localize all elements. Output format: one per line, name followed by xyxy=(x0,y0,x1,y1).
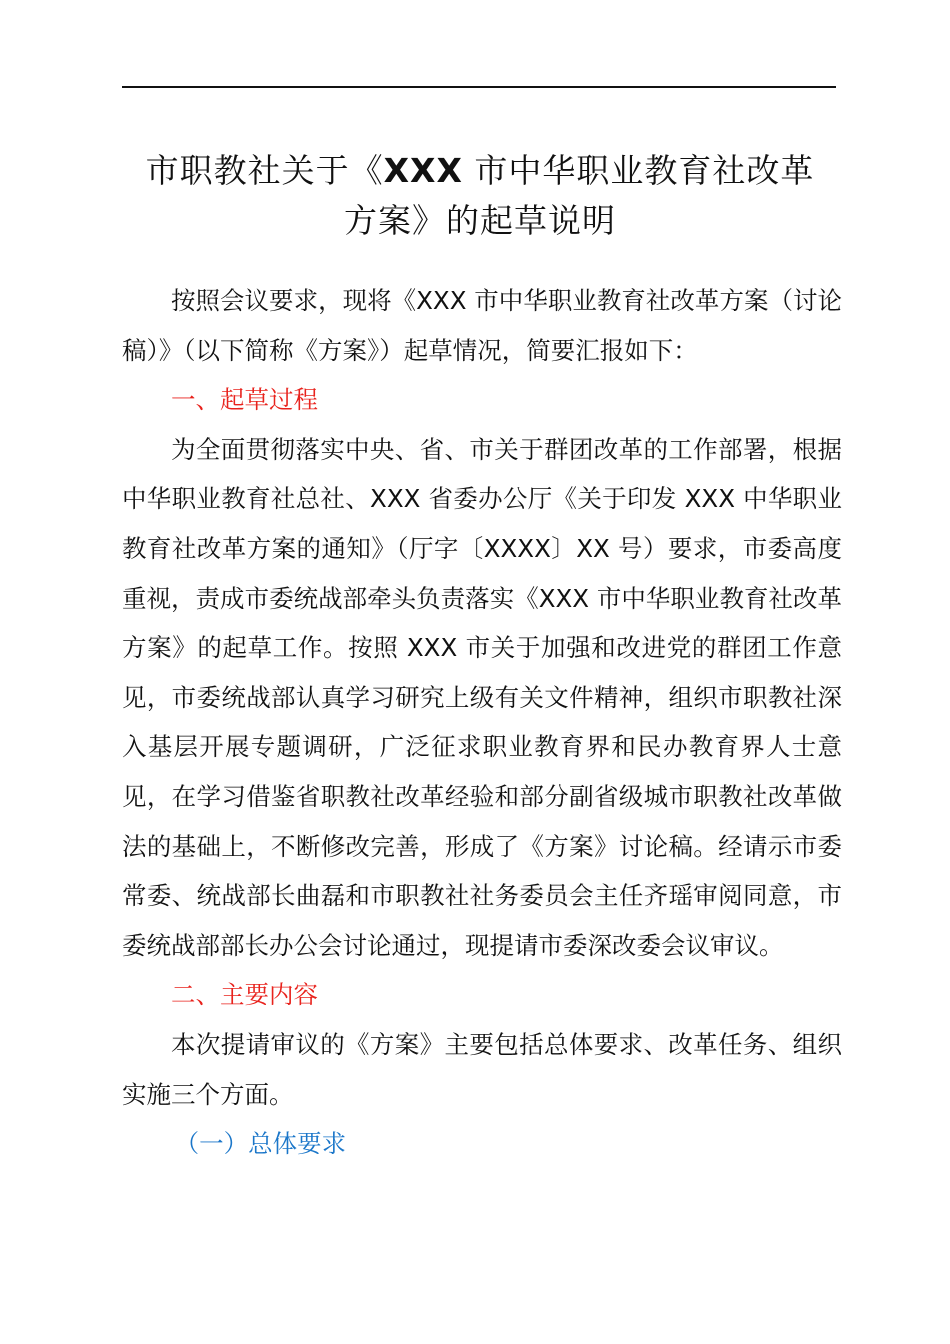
title-xxx: XXX xyxy=(383,151,463,190)
document-title xyxy=(110,146,850,246)
title-rest-line1: 市中华职业教育社改革 xyxy=(462,151,815,190)
title-prefix: 市职教社关于《 xyxy=(145,151,384,190)
intro-paragraph: 按照会议要求，现将《XXX 市中华职业教育社改革方案（讨论稿）》（以下简称《方案》）起草情况，简要汇报如下： xyxy=(122,286,842,365)
section1-paragraph: 为全面贯彻落实中央、省、市关于群团改革的工作部署，根据中华职业教育社总社、XXX 省委办公厅《关于印发 XXX 中华职业教育社改革方案的通知》（厅字〔XXXX〕XX 号）要求，市委高度重视，责成市委统战部牵头负责落实《XXX 市中华职业教育社改革方案》的起草工作。按照 XXX 市关于加强和改进党的群团工作意见，市委统战部认真学习研究上级有关文件精神，组织市职教社深入基层开展专题调研，广泛征求职业教育界和民办教育界人士意见，在学习借鉴省职教社改革经验和部分副省级城市职教社改革做法的基础上，不断修改完善，形成了《方案》讨论稿。经请示市委常委、统战部长曲磊和市职教社社务委员会主任齐瑶审阅同意，市委统战部部长办公会讨论通过，现提请市委深改委会议审议。 xyxy=(122,434,842,960)
section1-heading: 一、起草过程 xyxy=(171,385,318,415)
section2-paragraph: 本次提请审议的《方案》主要包括总体要求、改革任务、组织实施三个方面。 xyxy=(122,1029,842,1109)
subsection1-heading: （一）总体要求 xyxy=(174,1129,347,1159)
document-body xyxy=(122,276,842,1169)
title-line2: 方案》的起草说明 xyxy=(344,201,616,240)
top-rule xyxy=(122,86,836,88)
section2-heading: 二、主要内容 xyxy=(171,980,318,1010)
